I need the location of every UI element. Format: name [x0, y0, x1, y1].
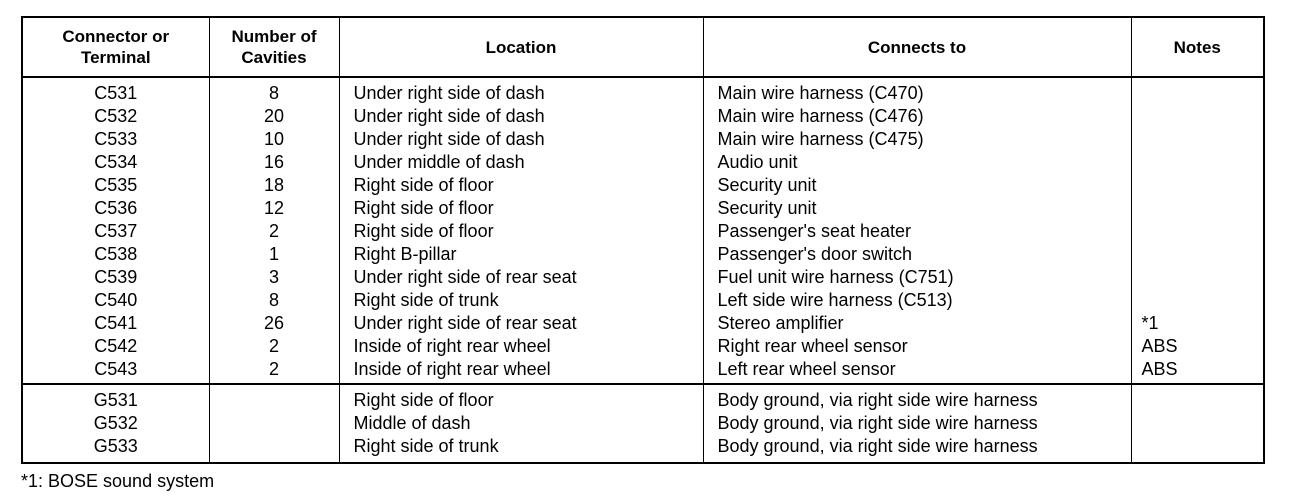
connector-table — [21, 16, 1265, 464]
cell-terminal: G531 — [22, 384, 209, 412]
cell-location: Under middle of dash — [339, 151, 703, 174]
cell-location: Under right side of rear seat — [339, 266, 703, 289]
cell-notes: *1 — [1131, 312, 1264, 335]
cell-cavities: 18 — [209, 174, 339, 197]
cell-terminal: C535 — [22, 174, 209, 197]
cell-connects-to: Right rear wheel sensor — [703, 335, 1131, 358]
table-row — [22, 412, 1264, 435]
header-row — [22, 17, 1264, 77]
cell-notes — [1131, 412, 1264, 435]
cell-location: Right side of floor — [339, 220, 703, 243]
cell-terminal: C533 — [22, 128, 209, 151]
ground-rows — [22, 384, 1264, 463]
table-row — [22, 435, 1264, 463]
cell-connects-to: Passenger's door switch — [703, 243, 1131, 266]
cell-connects-to: Main wire harness (C475) — [703, 128, 1131, 151]
cell-notes — [1131, 105, 1264, 128]
cell-cavities — [209, 384, 339, 412]
cell-cavities — [209, 412, 339, 435]
table-row — [22, 77, 1264, 105]
cell-location: Right side of trunk — [339, 289, 703, 312]
cell-terminal: C540 — [22, 289, 209, 312]
cell-cavities: 12 — [209, 197, 339, 220]
cell-cavities: 3 — [209, 266, 339, 289]
cell-notes — [1131, 77, 1264, 105]
cell-notes — [1131, 243, 1264, 266]
cell-cavities: 2 — [209, 335, 339, 358]
cell-location: Under right side of dash — [339, 77, 703, 105]
cell-cavities: 10 — [209, 128, 339, 151]
cell-terminal: C536 — [22, 197, 209, 220]
cell-notes — [1131, 128, 1264, 151]
cell-cavities: 2 — [209, 220, 339, 243]
cell-location: Right side of floor — [339, 384, 703, 412]
header-notes: Notes — [1131, 17, 1264, 77]
cell-notes — [1131, 435, 1264, 463]
cell-cavities — [209, 435, 339, 463]
cell-cavities: 16 — [209, 151, 339, 174]
cell-cavities: 2 — [209, 358, 339, 384]
cell-connects-to: Security unit — [703, 197, 1131, 220]
table-row — [22, 384, 1264, 412]
cell-location: Inside of right rear wheel — [339, 358, 703, 384]
header-terminal: Connector or Terminal — [22, 17, 209, 77]
cell-connects-to: Stereo amplifier — [703, 312, 1131, 335]
cell-connects-to: Audio unit — [703, 151, 1131, 174]
cell-terminal: G532 — [22, 412, 209, 435]
cell-notes — [1131, 174, 1264, 197]
footnote: *1: BOSE sound system — [21, 471, 215, 491]
table-row — [22, 358, 1264, 384]
cell-cavities: 8 — [209, 289, 339, 312]
cell-terminal: C542 — [22, 335, 209, 358]
table-row — [22, 174, 1264, 197]
cell-connects-to: Fuel unit wire harness (C751) — [703, 266, 1131, 289]
cell-location: Middle of dash — [339, 412, 703, 435]
header-location: Location — [339, 17, 703, 77]
cell-connects-to: Passenger's seat heater — [703, 220, 1131, 243]
cell-location: Right B-pillar — [339, 243, 703, 266]
connector-rows — [22, 77, 1264, 384]
table-row — [22, 266, 1264, 289]
cell-cavities: 1 — [209, 243, 339, 266]
cell-terminal: C532 — [22, 105, 209, 128]
cell-connects-to: Main wire harness (C476) — [703, 105, 1131, 128]
table-row — [22, 220, 1264, 243]
cell-location: Right side of trunk — [339, 435, 703, 463]
table-row — [22, 105, 1264, 128]
cell-notes: ABS — [1131, 358, 1264, 384]
cell-connects-to: Body ground, via right side wire harness — [703, 435, 1131, 463]
cell-location: Under right side of dash — [339, 105, 703, 128]
cell-terminal: C541 — [22, 312, 209, 335]
cell-connects-to: Security unit — [703, 174, 1131, 197]
cell-connects-to: Left rear wheel sensor — [703, 358, 1131, 384]
cell-connects-to: Main wire harness (C470) — [703, 77, 1131, 105]
table-row — [22, 312, 1264, 335]
cell-location: Right side of floor — [339, 197, 703, 220]
cell-notes — [1131, 151, 1264, 174]
cell-terminal: G533 — [22, 435, 209, 463]
cell-notes — [1131, 384, 1264, 412]
cell-terminal: C538 — [22, 243, 209, 266]
table-row — [22, 197, 1264, 220]
cell-terminal: C539 — [22, 266, 209, 289]
header-cavities: Number of Cavities — [209, 17, 339, 77]
cell-location: Under right side of rear seat — [339, 312, 703, 335]
cell-terminal: C537 — [22, 220, 209, 243]
table-row — [22, 335, 1264, 358]
cell-notes — [1131, 266, 1264, 289]
cell-notes: ABS — [1131, 335, 1264, 358]
table-row — [22, 243, 1264, 266]
connector-table-document — [21, 16, 1263, 493]
cell-connects-to: Body ground, via right side wire harness — [703, 384, 1131, 412]
cell-connects-to: Left side wire harness (C513) — [703, 289, 1131, 312]
table-row — [22, 289, 1264, 312]
cell-terminal: C543 — [22, 358, 209, 384]
table-row — [22, 151, 1264, 174]
cell-notes — [1131, 289, 1264, 312]
cell-terminal: C531 — [22, 77, 209, 105]
cell-notes — [1131, 197, 1264, 220]
cell-terminal: C534 — [22, 151, 209, 174]
table-row — [22, 128, 1264, 151]
cell-notes — [1131, 220, 1264, 243]
table-header — [22, 17, 1264, 77]
cell-location: Right side of floor — [339, 174, 703, 197]
cell-cavities: 20 — [209, 105, 339, 128]
cell-cavities: 8 — [209, 77, 339, 105]
header-connects-to: Connects to — [703, 17, 1131, 77]
cell-connects-to: Body ground, via right side wire harness — [703, 412, 1131, 435]
cell-location: Under right side of dash — [339, 128, 703, 151]
cell-location: Inside of right rear wheel — [339, 335, 703, 358]
cell-cavities: 26 — [209, 312, 339, 335]
